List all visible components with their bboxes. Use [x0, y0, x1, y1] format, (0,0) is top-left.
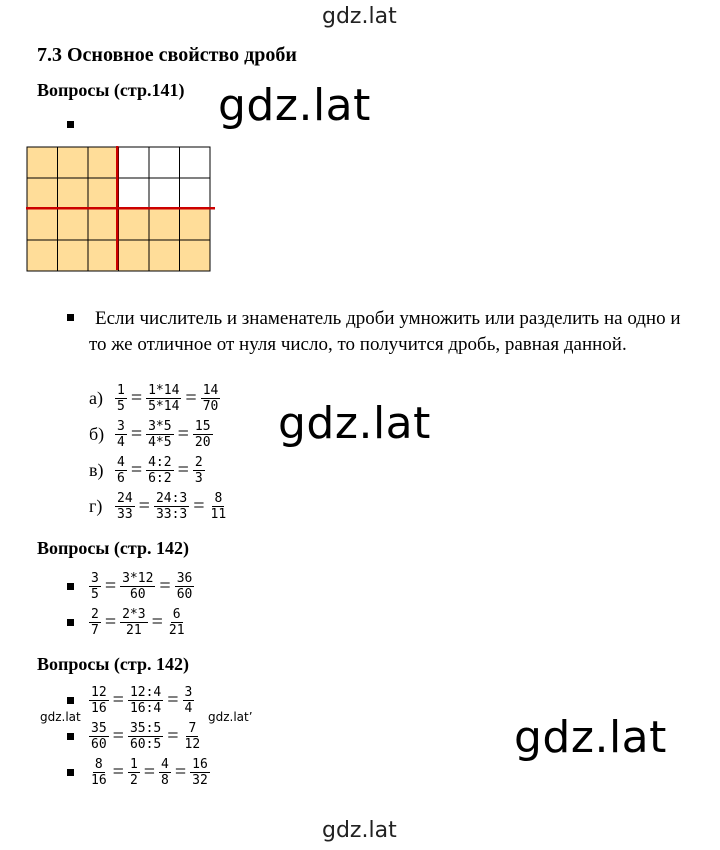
grid-cell-shaded [27, 147, 58, 178]
example-label: б) [89, 423, 105, 444]
example-label: а) [89, 387, 103, 408]
q142-list-2 [64, 682, 211, 790]
denominator: 8 [161, 772, 169, 788]
fraction [175, 571, 195, 602]
grid-cell-empty [180, 178, 211, 209]
numerator: 3 [117, 418, 125, 434]
denominator: 4 [184, 700, 193, 716]
fraction [190, 757, 210, 788]
fraction [154, 491, 189, 522]
grid-cell-shaded [180, 240, 211, 271]
equals-sign: = [104, 610, 117, 633]
fraction [146, 383, 181, 414]
fraction [146, 419, 173, 450]
numerator: 1 [117, 382, 125, 398]
denominator: 60 [91, 736, 107, 752]
fraction [146, 455, 173, 486]
equation-row [89, 452, 229, 488]
denominator: 3 [194, 470, 203, 486]
grid-cell-shaded [58, 178, 89, 209]
equals-sign: = [167, 688, 179, 711]
fraction [128, 685, 163, 716]
fraction [183, 721, 203, 752]
bullet [67, 583, 74, 590]
numerator: 2 [91, 606, 99, 622]
numerator: 4:2 [148, 454, 172, 470]
fraction [128, 757, 140, 788]
numerator: 16 [192, 756, 208, 772]
denominator: 7 [91, 622, 99, 638]
denominator: 60:5 [129, 736, 162, 752]
fraction [120, 571, 155, 602]
denominator: 21 [168, 622, 185, 638]
denominator: 16:4 [129, 700, 162, 716]
q142-title-1: Вопросы (стр. 142) [37, 538, 189, 558]
grid-cell-shaded [88, 178, 119, 209]
watermark-tiny-left: gdz.lat [40, 710, 81, 724]
denominator: 2 [129, 772, 138, 788]
equals-sign: = [151, 610, 163, 633]
fraction [89, 721, 109, 752]
denominator: 11 [210, 506, 227, 522]
grid-cell-shaded [58, 240, 89, 271]
watermark-large-1: gdz.lat [218, 80, 371, 131]
fraction [89, 685, 109, 716]
bullet [67, 619, 74, 626]
grid-cell-shaded [149, 240, 180, 271]
numerator: 3 [91, 570, 99, 586]
denominator: 20 [194, 434, 211, 450]
denominator: 5 [91, 586, 99, 602]
numerator: 4 [117, 454, 125, 470]
equation-row [89, 416, 229, 452]
equation-row [89, 488, 229, 524]
bullet [67, 121, 74, 128]
numerator: 35 [91, 720, 107, 736]
equals-sign: = [138, 494, 150, 517]
equals-sign: = [104, 574, 117, 597]
equals-sign: = [112, 688, 124, 711]
equals-sign: = [159, 574, 171, 597]
watermark-top: gdz.lat [322, 4, 397, 29]
grid-cell-shaded [58, 147, 89, 178]
watermark-tiny-right: gdz.lat’ [208, 710, 253, 724]
grid-cell-shaded [27, 178, 58, 209]
grid-cell-shaded [88, 209, 119, 240]
equals-sign: = [112, 760, 124, 783]
denominator: 60 [176, 586, 193, 602]
equals-sign: = [167, 724, 179, 747]
equals-sign: = [112, 724, 124, 747]
equals-sign: = [177, 422, 189, 445]
numerator: 2 [194, 454, 203, 470]
numerator: 14 [202, 382, 219, 398]
numerator: 4 [161, 756, 169, 772]
fraction [209, 491, 229, 522]
denominator: 4 [117, 434, 125, 450]
equals-sign: = [130, 458, 143, 481]
q141-title: Вопросы (стр.141) [37, 80, 185, 100]
fraction [89, 757, 109, 788]
numerator: 8 [214, 490, 223, 506]
denominator: 16 [91, 772, 107, 788]
denominator: 60 [129, 586, 146, 602]
fraction [89, 571, 101, 602]
numerator: 6 [172, 606, 181, 622]
fraction [167, 607, 187, 638]
equals-sign: = [143, 760, 156, 783]
numerator: 35:5 [129, 720, 162, 736]
numerator: 7 [188, 720, 197, 736]
grid-cell-shaded [27, 240, 58, 271]
denominator: 33:3 [155, 506, 188, 522]
denominator: 21 [126, 622, 142, 638]
denominator: 5 [117, 398, 125, 414]
watermark-bottom: gdz.lat [322, 818, 397, 843]
watermark-large-3: gdz.lat [514, 712, 667, 763]
equals-sign: = [177, 458, 189, 481]
denominator: 16 [91, 700, 107, 716]
denominator: 5*14 [148, 398, 180, 414]
fraction [89, 607, 101, 638]
fraction [115, 455, 127, 486]
denominator: 6 [117, 470, 125, 486]
fraction [115, 383, 127, 414]
grid-cell-shaded [88, 240, 119, 271]
equals-sign: = [185, 386, 197, 409]
section-title: 7.3 Основное свойство дроби [37, 44, 297, 66]
denominator: 12 [184, 736, 201, 752]
grid-cell-empty [119, 147, 150, 178]
grid-cell-empty [149, 178, 180, 209]
grid-cell-empty [149, 147, 180, 178]
rule-paragraph: Если числитель и знаменатель дроби умножить или разделить на одно и то же отличное от нуля число, то получится дробь, равная данной. [89, 308, 681, 355]
grid-cell-shaded [88, 147, 119, 178]
fraction [128, 721, 163, 752]
bullet [67, 769, 74, 776]
numerator: 15 [194, 418, 211, 434]
numerator: 12:4 [129, 684, 162, 700]
grid-cell-shaded [119, 209, 150, 240]
fraction-grid [26, 146, 216, 272]
equation-row [64, 682, 211, 718]
grid-cell-shaded [180, 209, 211, 240]
example-label: г) [89, 495, 103, 516]
equals-sign: = [193, 494, 205, 517]
numerator: 8 [94, 756, 103, 772]
denominator: 6:2 [148, 470, 172, 486]
equation-row [64, 604, 195, 640]
grid-cell-shaded [149, 209, 180, 240]
fraction [115, 419, 127, 450]
numerator: 24:3 [155, 490, 188, 506]
bullet [67, 733, 74, 740]
equals-sign: = [130, 422, 143, 445]
denominator: 4*5 [148, 434, 172, 450]
grid-cell-empty [180, 147, 211, 178]
watermark-large-2: gdz.lat [278, 398, 431, 449]
numerator: 24 [117, 490, 133, 506]
denominator: 32 [192, 772, 208, 788]
grid-cell-empty [119, 178, 150, 209]
numerator: 1 [129, 756, 138, 772]
fraction [193, 455, 205, 486]
numerator: 3 [184, 684, 193, 700]
fraction [159, 757, 171, 788]
equals-sign: = [130, 386, 143, 409]
equation-row [89, 380, 229, 416]
equation-row [64, 718, 211, 754]
numerator: 3*5 [148, 418, 172, 434]
equation-row [64, 568, 195, 604]
numerator: 12 [91, 684, 107, 700]
examples-list [89, 380, 229, 524]
grid-cell-shaded [27, 209, 58, 240]
equation-row [64, 754, 211, 790]
numerator: 2*3 [122, 606, 146, 622]
equals-sign: = [174, 760, 187, 783]
fraction [193, 419, 213, 450]
fraction [120, 607, 147, 638]
grid-cell-shaded [58, 209, 89, 240]
fraction [183, 685, 195, 716]
q142-list-1 [64, 568, 195, 640]
numerator: 3*12 [122, 570, 154, 586]
denominator: 70 [202, 398, 219, 414]
numerator: 36 [176, 570, 193, 586]
fraction [201, 383, 221, 414]
q142-title-2: Вопросы (стр. 142) [37, 654, 189, 674]
numerator: 1*14 [148, 382, 180, 398]
example-label: в) [89, 459, 104, 480]
fraction [115, 491, 135, 522]
bullet [67, 314, 74, 321]
denominator: 33 [117, 506, 133, 522]
grid-cell-shaded [119, 240, 150, 271]
bullet [67, 697, 74, 704]
